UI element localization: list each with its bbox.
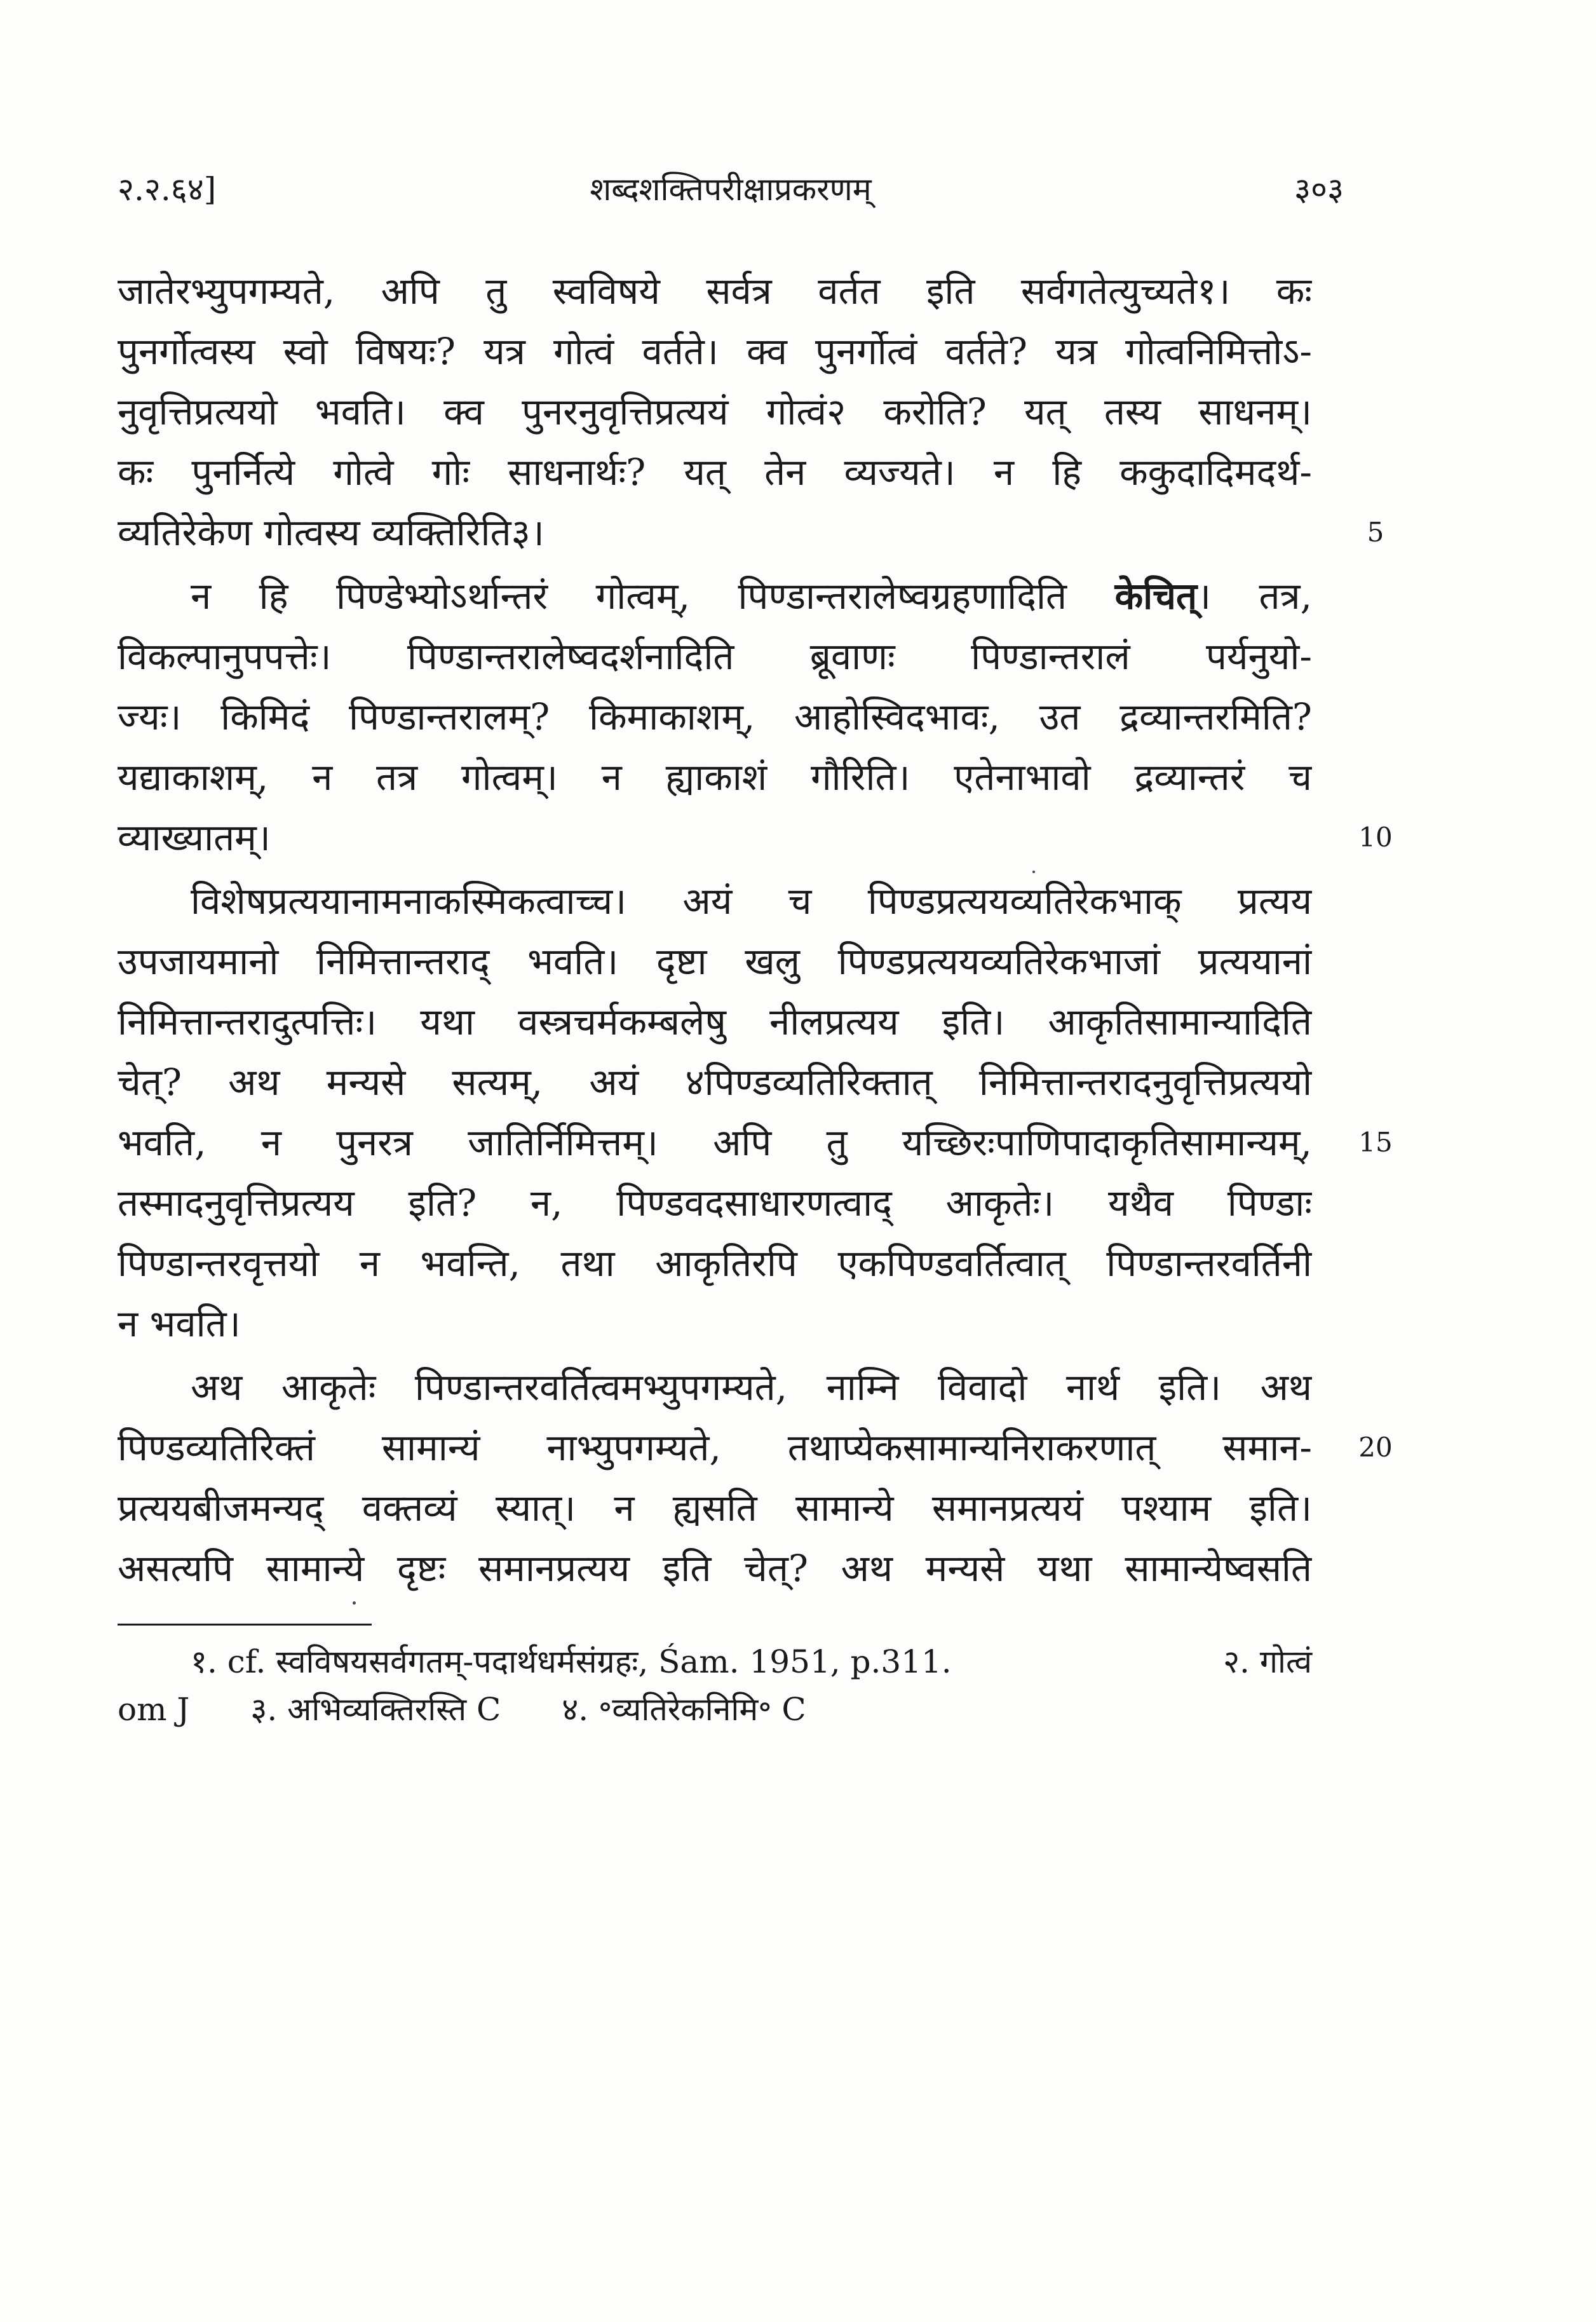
text-line: व्याख्यातम्। <box>118 816 271 859</box>
text-line: पिण्डान्तरवृत्तयो न भवन्ति, तथा आकृतिरपि एकपिण्डवर्तित्वात् पिण्डान्तरवर्तिनी <box>118 1242 1312 1285</box>
text-line: यद्याकाशम्, न तत्र गोत्वम्। न ह्याकाशं गौरिति। एतेनाभावो द्रव्यान्तरं च <box>118 756 1312 799</box>
page-number: ३०३ <box>1294 171 1344 208</box>
bold-term: केचित् <box>1114 574 1198 618</box>
text-line: जातेरभ्युपगम्यते, अपि तु स्वविषये सर्वत्र वर्तत इति सर्वगतेत्युच्यते१। कः <box>118 269 1312 313</box>
text-line: उपजायमानो निमित्तान्तराद् भवति। दृष्टा खलु पिण्डप्रत्ययव्यतिरेकभाजां प्रत्ययानां <box>118 940 1312 983</box>
footnote-3: ३. अभिव्यक्तिरस्ति C <box>250 1691 501 1728</box>
section-reference: २.२.६४] <box>118 171 217 208</box>
footnote-2: २. गोत्वं <box>1223 1643 1312 1680</box>
text-line: पिण्डव्यतिरिक्तं सामान्यं नाभ्युपगम्यते, तथाप्येकसामान्यनिराकरणात् समान- <box>118 1426 1312 1469</box>
text-line: विकल्पानुपपत्तेः। पिण्डान्तरालेष्वदर्शनादिति ब्रूवाणः पिण्डान्तरालं पर्यनुयो- <box>118 635 1312 678</box>
text-line: भवति, न पुनरत्र जातिर्निमित्तम्। अपि तु यच्छिरःपाणिपादाकृतिसामान्यम्, <box>118 1121 1312 1164</box>
line-number: 20 <box>1358 1432 1393 1463</box>
scan-speck <box>353 1601 356 1605</box>
text-line: नुवृत्तिप्रत्ययो भवति। क्व पुनरनुवृत्तिप्रत्ययं गोत्वं२ करोति? यत् तस्य साधनम्। <box>118 390 1312 433</box>
text-line: न भवति। <box>118 1302 241 1345</box>
footnote-line <box>118 1687 1312 1732</box>
text-line: व्यतिरेकेण गोत्वस्य व्यक्तिरिति३। <box>118 511 544 554</box>
text-line: निमित्तान्तरादुत्पत्तिः। यथा वस्त्रचर्मकम्बलेषु नीलप्रत्यय इति। आकृतिसामान्यादिति <box>118 1000 1312 1043</box>
line-number: 15 <box>1358 1127 1393 1158</box>
running-header <box>118 166 1344 217</box>
footnote-2-continued: om J <box>118 1691 190 1728</box>
text-line: चेत्? अथ मन्यसे सत्यम्, अयं ४पिण्डव्यतिरिक्तात् निमित्तान्तरादनुवृत्तिप्रत्ययो <box>118 1061 1312 1104</box>
footnote-line <box>191 1640 1312 1684</box>
line-number: 5 <box>1367 517 1384 548</box>
footnote-4: ४. ॰व्यतिरेकनिमि॰ C <box>562 1691 806 1728</box>
text-line: प्रत्ययबीजमन्यद् वक्तव्यं स्यात्। न ह्यसति सामान्ये समानप्रत्ययं पश्याम इति। <box>118 1486 1312 1530</box>
footnote-rule <box>118 1624 372 1626</box>
text-line: तस्मादनुवृत्तिप्रत्यय इति? न, पिण्डवदसाधारणत्वाद् आकृतेः। यथैव पिण्डाः <box>118 1181 1312 1225</box>
text-line <box>191 571 1312 621</box>
text-line: असत्यपि सामान्ये दृष्टः समानप्रत्यय इति चेत्? अथ मन्यसे यथा सामान्येष्वसति <box>118 1547 1312 1590</box>
text-line: ज्यः। किमिदं पिण्डान्तरालम्? किमाकाशम्, आहोस्विदभावः, उत द्रव्यान्तरमिति? <box>118 695 1312 738</box>
line-number: 10 <box>1358 822 1393 853</box>
text-line: पुनर्गोत्वस्य स्वो विषयः? यत्र गोत्वं वर्तते। क्व पुनर्गोत्वं वर्तते? यत्र गोत्वनिमित्तोऽ- <box>118 330 1312 373</box>
text-line: कः पुनर्नित्ये गोत्वे गोः साधनार्थः? यत् तेन व्यज्यते। न हि ककुदादिमदर्थ- <box>118 451 1312 494</box>
text-line: अथ आकृतेः पिण्डान्तरवर्तित्वमभ्युपगम्यते, नाम्नि विवादो नार्थ इति। अथ <box>191 1366 1312 1409</box>
scan-speck <box>1032 871 1035 873</box>
chapter-title: शब्दशक्तिपरीक्षाप्रकरणम् <box>590 171 872 208</box>
text-segment: न हि पिण्डेभ्योऽर्थान्तरं गोत्वम्, पिण्डान्तरालेष्वग्रहणादिति <box>191 574 1067 618</box>
text-segment: । तत्र, <box>1197 574 1312 618</box>
footnote-1: १. cf. स्वविषयसर्वगतम्-पदार्थधर्मसंग्रहः, Śam. 1951, p.311. <box>191 1643 952 1680</box>
text-line: विशेषप्रत्ययानामनाकस्मिकत्वाच्च। अयं च पिण्डप्रत्ययव्यतिरेकभाक् प्रत्यय <box>191 879 1312 923</box>
